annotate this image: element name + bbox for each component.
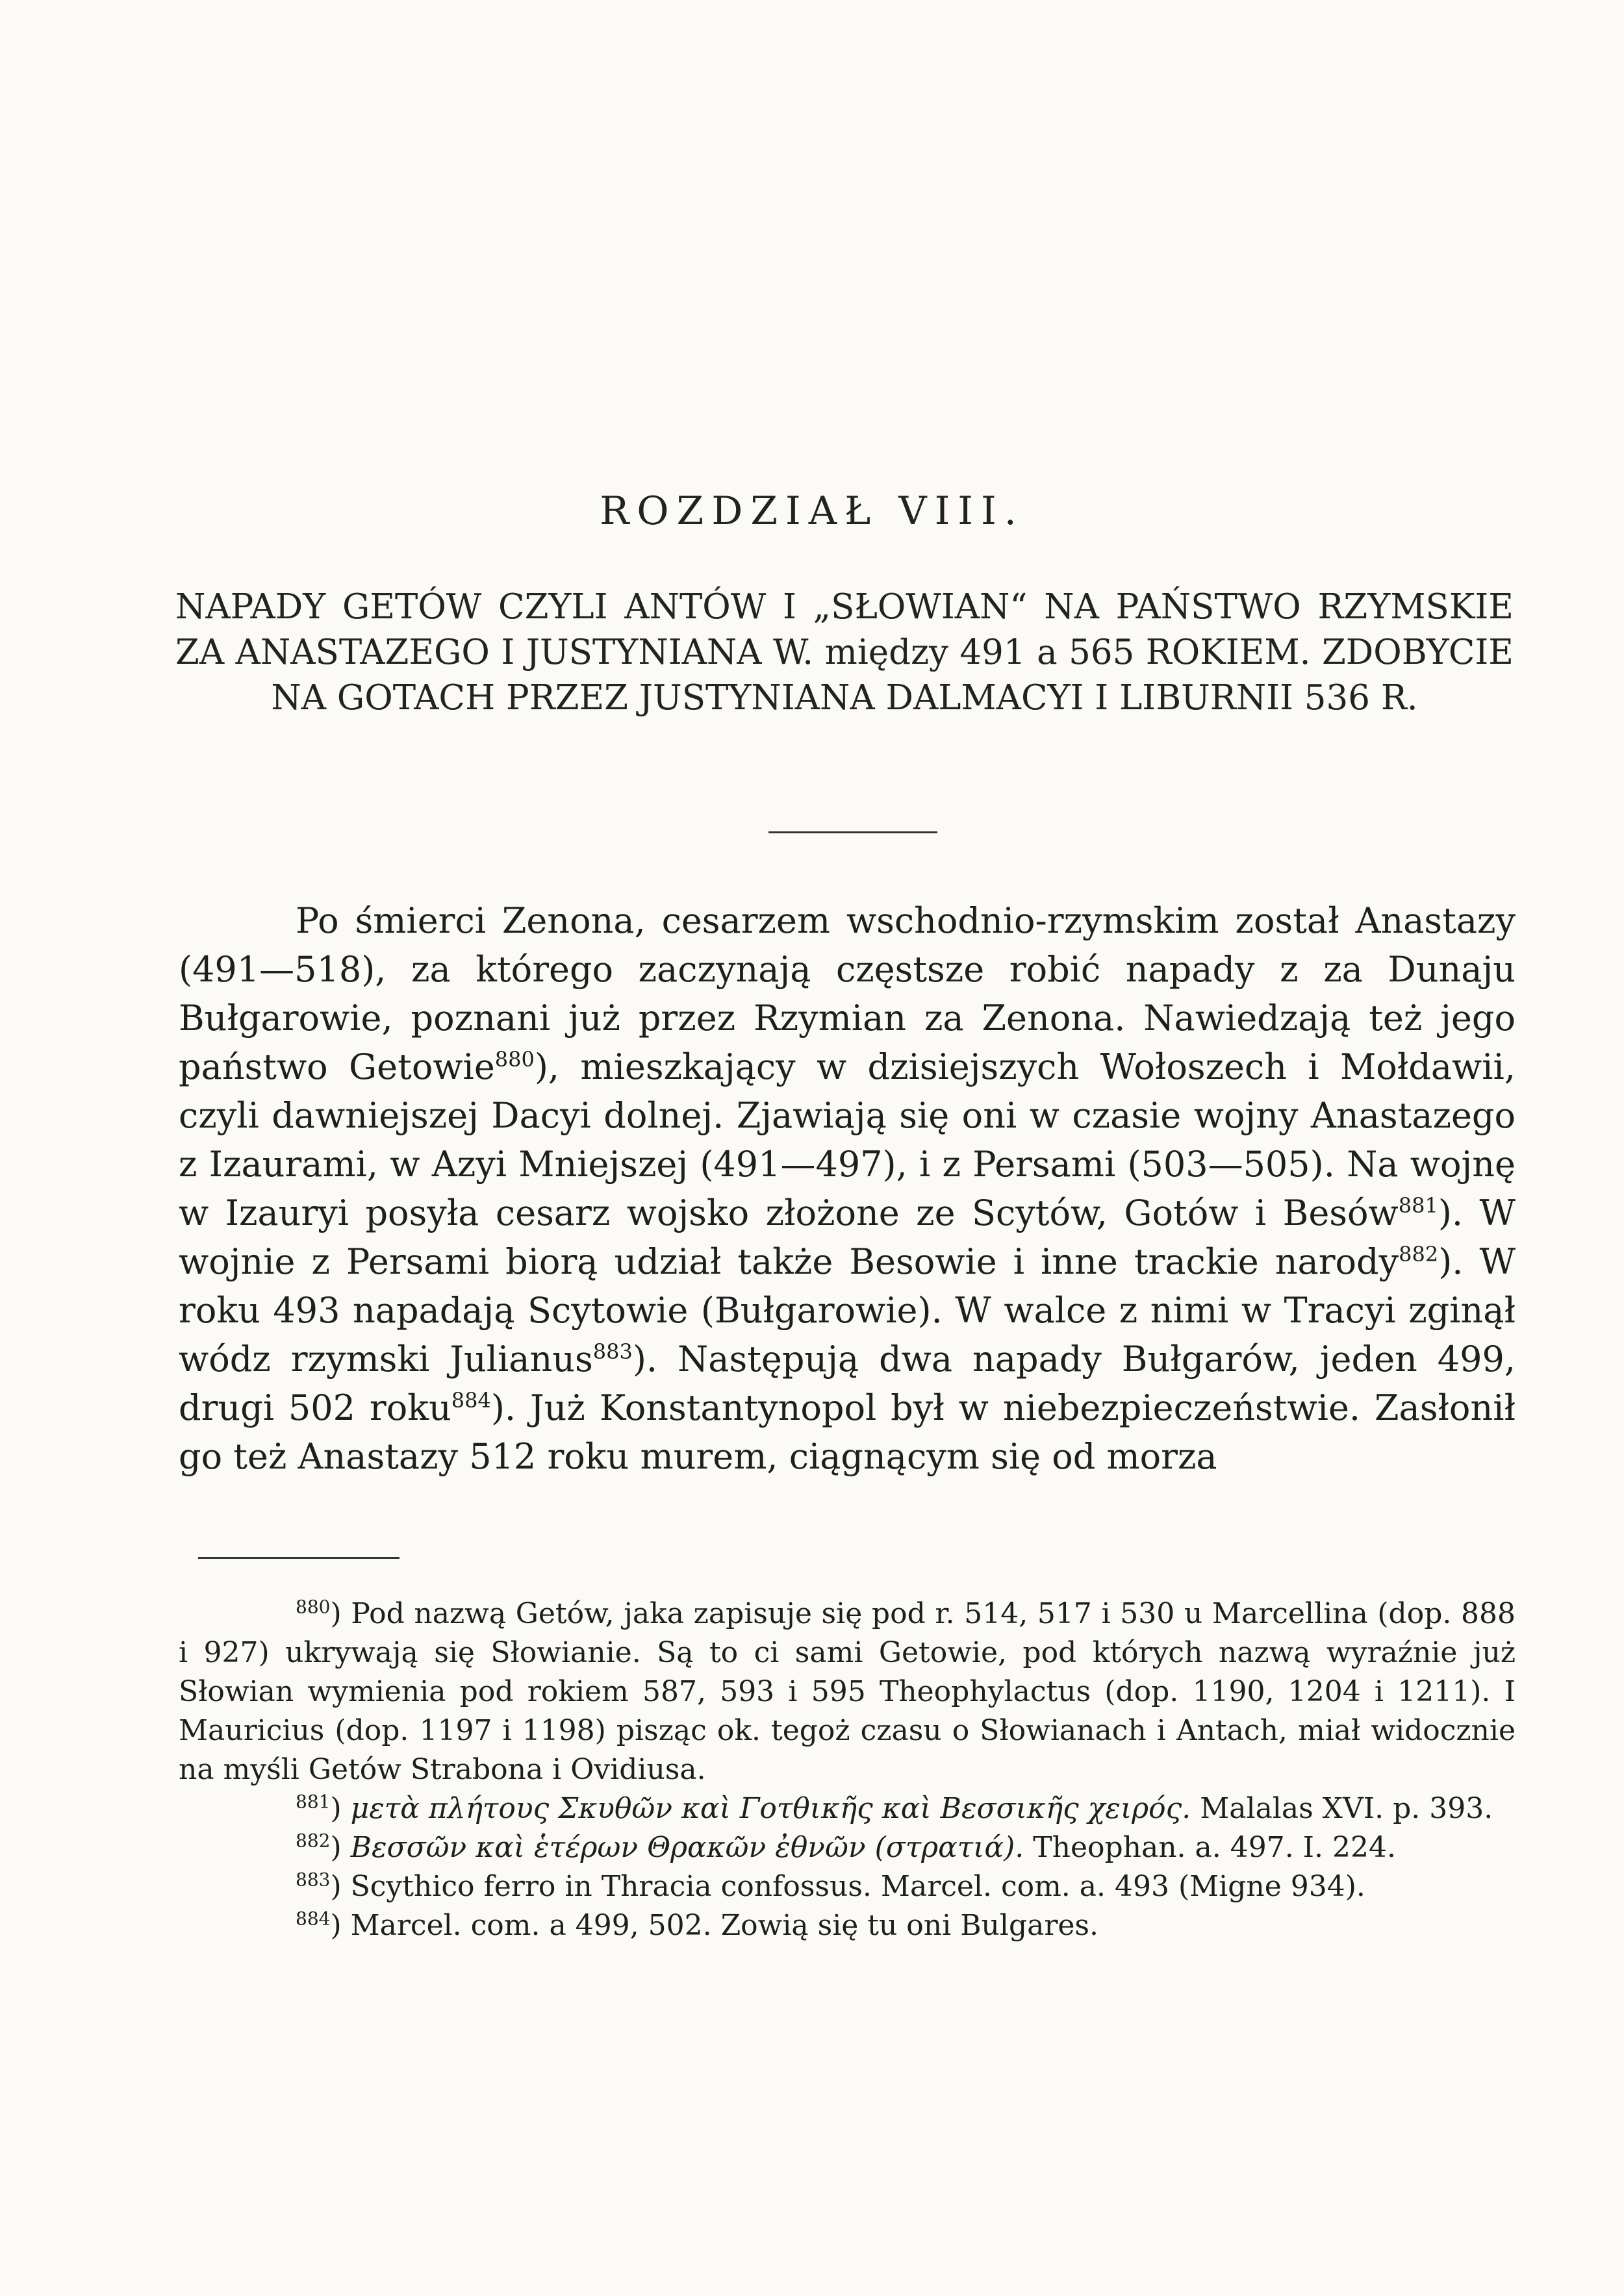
footnote-text: Malalas XVI. p. 393. <box>1191 1792 1493 1825</box>
footnote-text: ) <box>330 1792 351 1825</box>
text-segment: ). Już Konstantynopol był w niebezpieczeństwie. Zasłonił go też Anastazy 512 roku murem, ciągnącym się od morza <box>179 1387 1516 1477</box>
footnote-number: 883 <box>296 1869 331 1891</box>
footnotes <box>179 1595 1516 1945</box>
footnote-number: 884 <box>296 1908 331 1930</box>
chapter-subtitle: NAPADY GETÓW CZYLI ANTÓW I „SŁOWIAN“ NA PAŃSTWO RZYMSKIE ZA ANASTAZEGO I JUSTYNIANA W. między 491 a 565 ROKIEM. ZDOBYCIE NA GOTACH PRZEZ JUSTYNIANA DALMACYI I LIBURNII 536 R. <box>175 587 1514 718</box>
greek-quote: Βεσσῶν καὶ ἑτέρων Θρακῶν ἐθνῶν (στρατιά). <box>350 1831 1024 1864</box>
text-segment: ). W roku 493 napadają Scytowie (Bułgarowie). W walce z nimi w Tracyi zginął wódz rzymski Julianus <box>179 1241 1516 1380</box>
footnote-number: 880 <box>296 1596 331 1618</box>
greek-quote: μετὰ πλήτους Σκυθῶν καὶ Γοτθικῆς καὶ Βεσσικῆς χειρός. <box>350 1792 1191 1825</box>
text-segment: ). Następują dwa napady Bułgarów, jeden 499, drugi 502 roku <box>179 1339 1516 1428</box>
footnote-880 <box>179 1595 1516 1789</box>
footnote-881 <box>179 1789 1516 1828</box>
footnote-separator <box>198 1557 400 1559</box>
footnote-ref: 880 <box>494 1047 535 1072</box>
footnote-text: Theophan. a. 497. I. 224. <box>1024 1831 1396 1864</box>
text-segment: ). W wojnie z Persami biorą udział także Besowie i inne trackie narody <box>179 1192 1516 1282</box>
text-segment: Po śmierci Zenona, cesarzem wschodnio-rzymskim został Anastazy (491—518), za którego zaczynają częstsze robić napady z za Dunaju Bułgarowie, poznani już przez Rzymian za Zenona. Nawiedzają też jego państwo Getowie <box>179 900 1516 1087</box>
footnote-ref: 883 <box>592 1339 633 1364</box>
footnote-883 <box>179 1867 1516 1906</box>
footnote-number: 882 <box>296 1830 331 1852</box>
footnote-ref: 881 <box>1398 1193 1438 1218</box>
footnote-text: ) <box>330 1831 351 1864</box>
footnote-text: ) Scythico ferro in Thracia confossus. Marcel. com. a. 493 (Migne 934). <box>330 1870 1365 1903</box>
footnote-882 <box>179 1828 1516 1867</box>
footnote-ref: 882 <box>1399 1242 1439 1267</box>
main-paragraph <box>179 896 1516 1481</box>
footnote-number: 881 <box>296 1791 331 1813</box>
main-text <box>179 896 1516 1481</box>
chapter-title: ROZDZIAŁ VIII. <box>600 488 1024 534</box>
title-separator <box>768 831 937 833</box>
footnote-884 <box>179 1906 1516 1945</box>
footnote-ref: 884 <box>451 1388 491 1413</box>
footnote-text: ) Marcel. com. a 499, 502. Zowią się tu oni Bulgares. <box>330 1909 1098 1942</box>
footnote-text: ) Pod nazwą Getów, jaka zapisuje się pod r. 514, 517 i 530 u Marcellina (dop. 888 i 927) ukrywają się Słowianie. Są to ci sami Getowie, pod których nazwą wyraźnie już Słowian wymienia pod rokiem 587, 593 i 595 Theophylactus (dop. 1190, 1204 i 1211). I Mauricius (dop. 1197 i 1198) pisząc ok. tegoż czasu o Słowianach i Antach, miał widocznie na myśli Getów Strabona i Ovidiusa. <box>179 1597 1516 1786</box>
text-segment: ), mieszkający w dzisiejszych Wołoszech i Mołdawii, czyli dawniejszej Dacyi dolnej. Zjawiają się oni w czasie wojny Anastazego z Izaurami, w Azyi Mniejszej (491—497), i z Persami (503—505). Na wojnę w Izauryi posyła cesarz wojsko złożone ze Scytów, Gotów i Besów <box>179 1046 1516 1233</box>
